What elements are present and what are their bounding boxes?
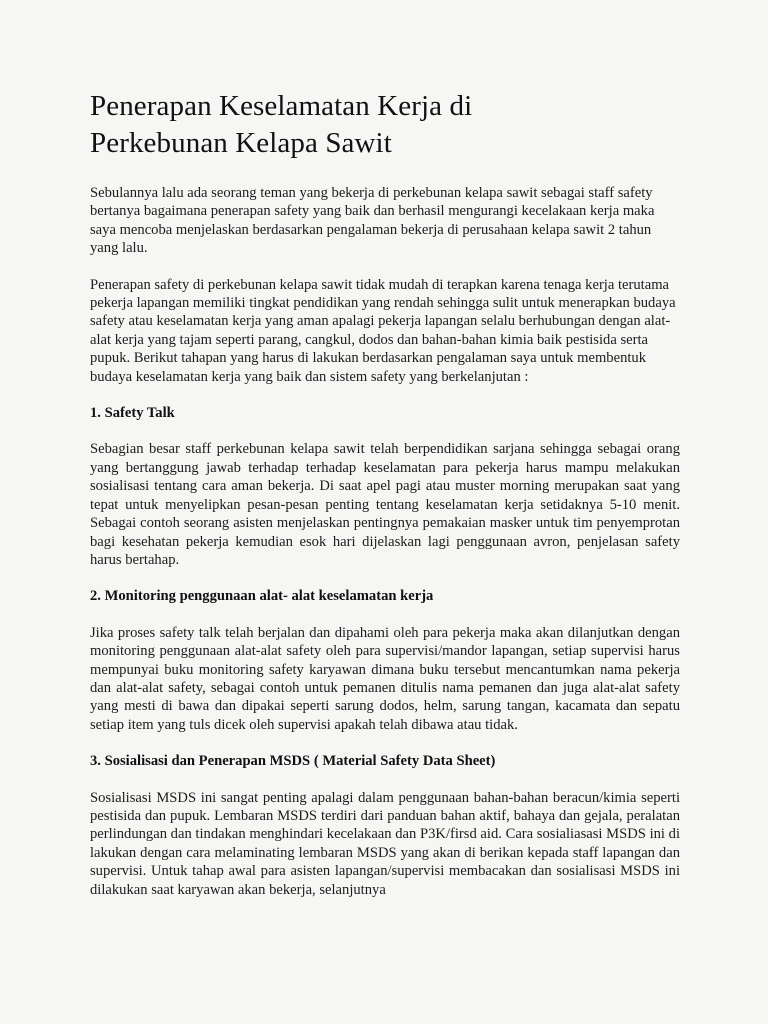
section-body-safety-talk: Sebagian besar staff perkebunan kelapa sawit telah berpendidikan sarjana sehingga sebagai orang yang bertanggung jawab terhadap terhadap keselamatan para pekerja harus mampu melakukan sosialisasi tentang cara aman bekerja. Di saat apel pagi atau muster morning merupakan saat yang tepat untuk menyelipkan pesan-pesan penting tentang keselamatan kerja setidaknya 5-10 menit. Sebagai contoh seorang asisten menjelaskan pentingnya pemakaian masker untuk tim penyemprotan bagi kesehatan pekerja kemudian esok hari dijelaskan lagi penggunaan avron, penjelasan safety harus bertahap. — [90, 441, 680, 568]
section-heading-msds: 3. Sosialisasi dan Penerapan MSDS ( Material Safety Data Sheet) — [90, 753, 496, 770]
section-heading-monitoring: 2. Monitoring penggunaan alat- alat keselamatan kerja — [90, 588, 434, 605]
section-body-monitoring: Jika proses safety talk telah berjalan dan dipahami oleh para pekerja maka akan dilanjutkan dengan monitoring penggunaan alat-alat safety oleh para supervisi/mandor lapangan, setiap supervisi harus mempunyai buku monitoring safety karyawan dimana buku tersebut mencantumkan nama pekerja dan alat-alat safety, sebagai contoh untuk pemanen ditulis nama pemanen dan juga alat-alat safety yang mesti di bawa dan dipakai seperti sarung dodos, helm, sarung tangan, kacamata dan sepatu setiap item yang tuls dicek oleh supervisi apakah telah dibawa atau tidak. — [90, 624, 680, 733]
document-title — [90, 88, 680, 162]
intro-paragraph: Sebulannya lalu ada seorang teman yang bekerja di perkebunan kelapa sawit sebagai staff safety bertanya bagaimana penerapan safety yang baik dan berhasil mengurangi kecelakaan kerja maka saya mencoba menjelaskan berdasarkan pengalaman bekerja di perusahaan kelapa sawit 2 tahun yang lalu. — [90, 185, 655, 257]
section-heading-safety-talk: 1. Safety Talk — [90, 405, 175, 422]
section-body-msds: Sosialisasi MSDS ini sangat penting apalagi dalam penggunaan bahan-bahan beracun/kimia seperti pestisida dan pupuk. Lembaran MSDS terdiri dari panduan bahan aktif, bahaya dan gejala, peralatan perlindungan dan tindakan menghindari kecelakaan dan P3K/firsd aid. Cara sosialiasasi MSDS ini di lakukan dengan cara melaminating lembaran MSDS yang akan di berikan kepada staff lapangan dan supervisi. Untuk tahap awal para asisten lapangan/supervisi membacakan dan sosialisasi MSDS ini dilakukan saat karyawan akan bekerja, selanjutnya — [90, 789, 680, 898]
context-paragraph: Penerapan safety di perkebunan kelapa sawit tidak mudah di terapkan karena tenaga kerja terutama pekerja lapangan memiliki tingkat pendidikan yang rendah sehingga sulit untuk menerapkan budaya safety atau keselamatan kerja yang aman apalagi pekerja lapangan selalu berhubungan dengan alat-alat kerja yang tajam seperti parang, cangkul, dodos dan bahan-bahan kimia baik pestisida serta pupuk. Berikut tahapan yang harus di lakukan berdasarkan pengalaman saya untuk membentuk budaya keselamatan kerja yang baik dan sistem safety yang berkelanjutan : — [90, 276, 676, 385]
title-line-2: Perkebunan Kelapa Sawit — [90, 127, 392, 159]
title-line-1: Penerapan Keselamatan Kerja di — [90, 90, 473, 122]
